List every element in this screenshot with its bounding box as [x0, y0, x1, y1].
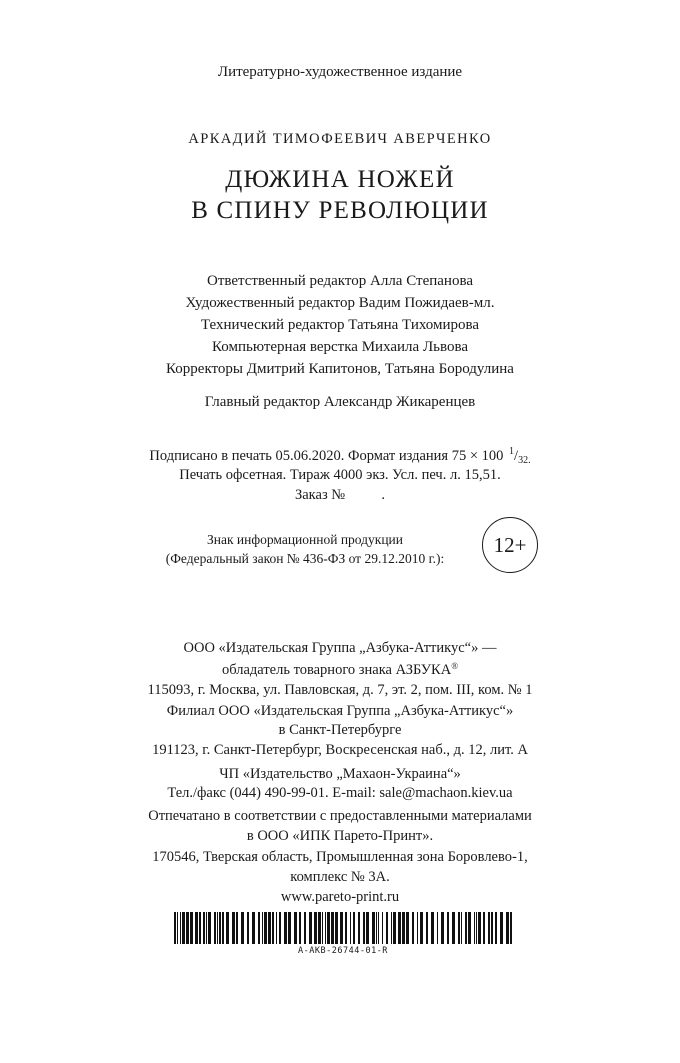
barcode-code: A-AKB-26744-01-R — [298, 946, 388, 956]
printer-address: 170546, Тверская область, Промышленная зона Боровлево-1, — [152, 849, 528, 865]
ukraine-publisher: ЧП «Издательство „Махаон-Украина“» — [219, 766, 461, 782]
printer-line-1: Отпечатано в соответствии с предоставленными материалами — [148, 808, 532, 824]
age-rating-text: 12+ — [493, 532, 527, 557]
publisher-trademark — [0, 661, 680, 679]
publisher-address: 115093, г. Москва, ул. Павловская, д. 7, эт. 2, пом. III, ком. № 1 — [147, 682, 533, 698]
credit-chief-editor: Главный редактор Александр Жикаренцев — [204, 394, 476, 410]
format-period: . — [528, 455, 531, 466]
info-product-label: Знак информационной продукции — [206, 532, 404, 547]
barcode-image — [174, 912, 512, 944]
printer-complex: комплекс № 3А. — [290, 869, 390, 885]
print-signed-text: Подписано в печать 05.06.2020. Формат издания 75 × 100 — [149, 448, 504, 464]
format-fraction-denominator: 32 — [518, 455, 529, 466]
branch-address: 191123, г. Санкт-Петербург, Воскресенская наб., д. 12, лит. А — [152, 742, 528, 758]
book-title-line-1: ДЮЖИНА НОЖЕЙ — [225, 166, 455, 193]
print-run-info: Печать офсетная. Тираж 4000 экз. Усл. печ. л. 15,51. — [179, 467, 501, 483]
edition-type: Литературно-художественное издание — [217, 64, 463, 80]
credit-proofreaders: Корректоры Дмитрий Капитонов, Татьяна Бородулина — [166, 361, 514, 377]
age-rating-badge — [482, 517, 538, 573]
printer-line-2: в ООО «ИПК Парето-Принт». — [246, 828, 434, 844]
credit-technical-editor: Технический редактор Татьяна Тихомирова — [200, 317, 480, 333]
branch-city: в Санкт-Петербурге — [278, 722, 402, 738]
publisher-trademark-text: обладатель товарного знака АЗБУКА — [221, 662, 452, 678]
branch-name: Филиал ООО «Издательская Группа „Азбука-Аттикус“» — [166, 703, 514, 719]
book-title-line-2: В СПИНУ РЕВОЛЮЦИИ — [191, 197, 489, 224]
print-signed-line: Подписано в печать 05.06.2020. Формат издания 75 × 100 $^1/_{32.}$ — [149, 446, 531, 466]
credit-responsible-editor: Ответственный редактор Алла Степанова — [207, 273, 473, 289]
order-number: Заказ № . — [294, 487, 386, 503]
author-name: АРКАДИЙ ТИМОФЕЕВИЧ АВЕРЧЕНКО — [188, 131, 492, 147]
ukraine-contact: Тел./факс (044) 490-99-01. E-mail: sale@machaon.kiev.ua — [167, 785, 513, 801]
format-fraction-numerator: 1 — [509, 446, 515, 457]
printer-website: www.pareto-print.ru — [280, 889, 400, 905]
publisher-name: ООО «Издательская Группа „Азбука-Аттикус“» — — [183, 640, 497, 656]
credit-art-editor: Художественный редактор Вадим Пожидаев-мл. — [185, 295, 495, 311]
registered-mark-icon: ® — [451, 661, 459, 671]
credit-layout: Компьютерная верстка Михаила Львова — [211, 339, 468, 355]
federal-law-reference: (Федеральный закон № 436-ФЗ от 29.12.2010 г.): — [165, 551, 445, 566]
